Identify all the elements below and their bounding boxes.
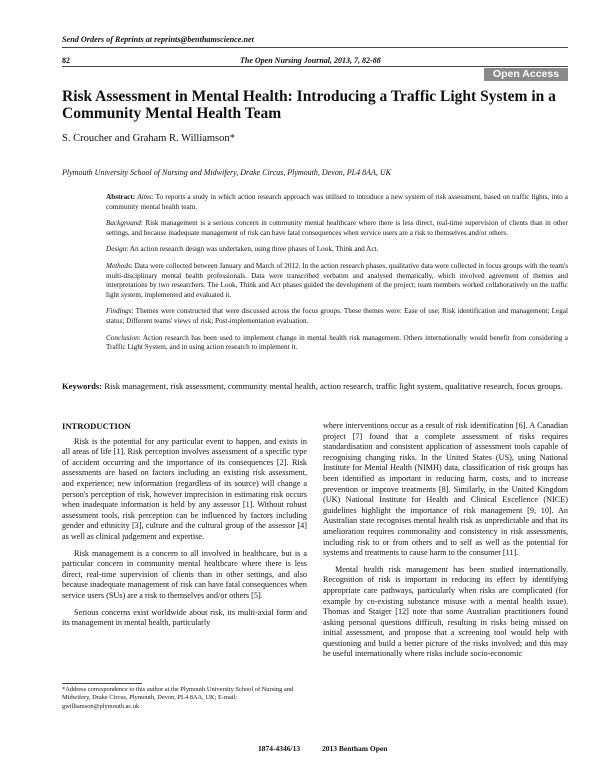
article-title: Risk Assessment in Mental Health: Introducing a Traffic Light System in a Community Mental Health Team — [62, 88, 556, 122]
methods-label: Methods — [106, 261, 131, 270]
abstract-aims — [106, 193, 568, 212]
reprints-line: Send Orders of Reprints at reprints@benthamscience.net — [62, 35, 254, 44]
design-label: Design — [106, 245, 127, 254]
journal-citation: The Open Nursing Journal, 2013, 7, 82-88 — [240, 56, 381, 65]
abstract-label: Abstract: — [106, 193, 136, 201]
conclusion-text: : Action research has been used to implement change in mental health risk management. Others internationally would benefit from considering a Traffic Light System, and in using action research to implement it. — [106, 333, 568, 352]
aims-text: : To reports a study in which action research approach was utilised to introduce a new system of risk assessment, based on traffic lights, into a community mental health team. — [106, 193, 568, 211]
abstract-design — [106, 245, 568, 255]
page-number: 82 — [62, 56, 70, 65]
abstract-block — [106, 193, 568, 360]
abstract-methods — [106, 262, 568, 300]
header-rule-lower — [62, 66, 568, 67]
methods-text: : Data were collected between January and March of 2012. In the action research phases, qualitative data were collected in focus groups with the team's multi-disciplinary mental health professionals. Data were transcribed verbatim and analysed thematically, which involved agreement of themes and interpretations by two researchers. The Look, Think and Act phases guided the development of the project; team members worked collaboratively on the traffic light system, implemented and evaluated it. — [106, 261, 568, 299]
background-label: Background — [106, 219, 141, 228]
correspondence-footnote: *Address correspondence to this author at the Plymouth University School of Nursing and Midwifery, Drake Circus, Plymouth, Devon, PL4 8AA, UK; E-mail: gwilliamson@plymouth.ac.uk — [62, 686, 294, 710]
keywords-label: Keywords: — [62, 381, 103, 391]
keywords — [62, 381, 568, 392]
introduction-heading: INTRODUCTION — [62, 421, 131, 431]
footnote-rule — [62, 683, 142, 684]
abstract-findings — [106, 307, 568, 326]
aims-label: Aims — [137, 193, 152, 201]
body-paragraph: Risk management is a concern to all involved in healthcare, but is a particular concern in community mental healthcare where there is less direct, real-time supervision of clients than in other settings, and also because inadequate management of risk can have fatal consequences when service users (SUs) are a risk to themselves and/or others [5]. — [62, 548, 307, 600]
findings-label: Findings — [106, 307, 132, 316]
body-paragraph: Serious concerns exist worldwide about risk, its multi-axial form and its management in mental health, particularly — [62, 607, 307, 628]
publisher-copyright: 2013 Bentham Open — [322, 744, 388, 753]
body-paragraph: Risk is the potential for any particular event to happen, and exists in all areas of life [1]. Risk perception involves assessment of a specific type of accident occurring and the importance of its consequences [2]. Risk assessments are based on factors including an existing risk assessment, and experience; new information (regardless of its source) will change a person's perception of risk, however imprecision in estimating risk occurs when inadequate information is held by any assessor [1]. Without robust assessment tools, risk perception can be influenced by factors including gender and ethnicity [3], culture and the cultural group of the assessor [4] as well as clinical judgement and expertise. — [62, 436, 307, 541]
keywords-text: Risk management, risk assessment, community mental health, action research, traffic light system, qualitative research, focus groups. — [102, 381, 563, 391]
body-paragraph: Mental health risk management has been studied internationally. Recognition of risk is important in reducing its effect by identifying appropriate care pathways, particularly when risks are complicated (for example by co-existing substance misuse with a mental health issue). Thomas and Staiger [12] note that some Australian practitioners found asking personal questions difficult, resulting in risks being missed on initial assessment, and propose that a screening tool would help with questioning and build a better picture of the risks involved; and this may be useful internationally where risks include socio-economic — [323, 564, 568, 659]
findings-text: : Themes were constructed that were discussed across the focus groups. These themes were: Ease of use; Risk identification and management; Legal status; Different teams' views of risk; Post-implementation evaluation. — [106, 307, 568, 325]
right-column — [323, 421, 568, 666]
abstract-background — [106, 219, 568, 238]
left-column — [62, 421, 307, 635]
header-rule — [62, 47, 568, 48]
body-paragraph: where interventions occur as a result of risk identification [6]. A Canadian project [7] found that a complete assessment of risks requires standardisation and consistent application of assessment tools capable of recognising changing risks. In the United States (US), using National Institute for Mental Health (NIMH) data, classification of risk groups has been identified as important in reducing harm, costs, and to increase prevention or improve treatments [8]. Similarly, in the United Kingdom (UK) National Institute for Health and Clinical Excellence (NICE) guidelines highlight the importance of risk management [9, 10]. An Australian state recognises mental health risk as unpredictable and that its amelioration requires commonality and consistency in risk assessments, including risk to or from others and to self as well as the potential for systems and treatments to cause harm to the consumer [11]. — [323, 421, 568, 558]
article-authors: S. Croucher and Graham R. Williamson* — [62, 133, 235, 144]
open-access-badge: Open Access — [484, 68, 568, 81]
author-affiliation: Plymouth University School of Nursing and Midwifery, Drake Circus, Plymouth, Devon, PL4 8AA, UK — [62, 168, 391, 177]
issn: 1874-4346/13 — [258, 744, 301, 753]
abstract-conclusion — [106, 334, 568, 353]
design-text: : An action research design was undertaken, using three phases of Look, Think and Act. — [126, 245, 379, 254]
conclusion-label: Conclusion — [106, 333, 139, 342]
background-text: : Risk management is a serious concern in community mental healthcare where there is less direct, real-time supervision of clients than in other settings, and because inadequate management of risk can have fatal consequences when service users are a risk to themselves and/or others. — [106, 219, 568, 237]
